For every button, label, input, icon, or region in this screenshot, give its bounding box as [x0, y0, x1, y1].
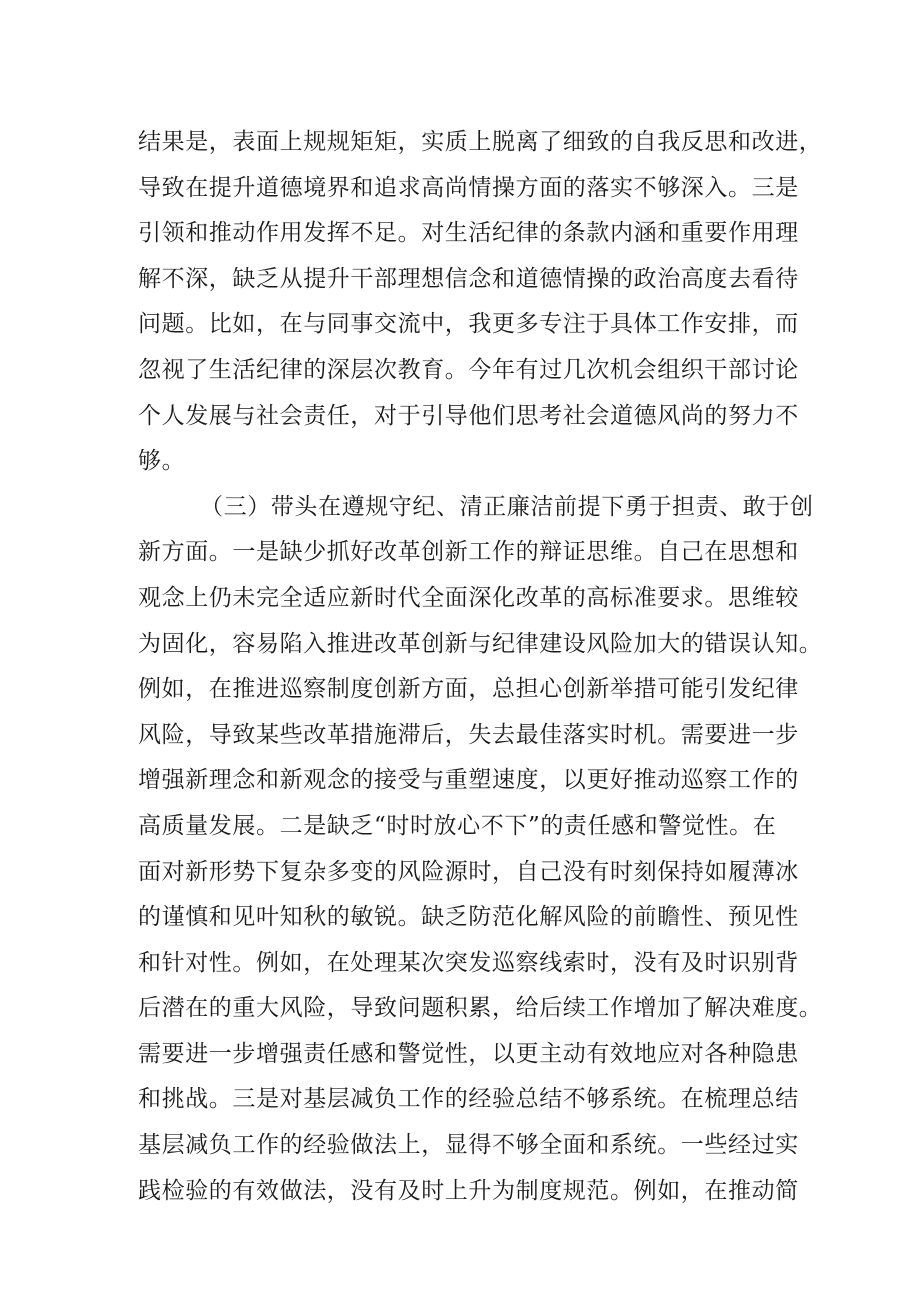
- text-line: 基层减负工作的经验做法上，显得不够全面和系统。一些经过实: [138, 1132, 799, 1159]
- text-line: 需要进一步增强责任感和警觉性，以更主动有效地应对各种隐患: [138, 1040, 799, 1067]
- text-line: 增强新理念和新观念的接受与重塑速度，以更好推动巡察工作的: [138, 767, 799, 794]
- text-line: 忽视了生活纪律的深层次教育。今年有过几次机会组织干部讨论: [138, 356, 799, 383]
- text-line: 的谨慎和见叶知秋的敏锐。缺乏防范化解风险的前瞻性、预见性: [138, 904, 799, 931]
- text-line: 够。: [138, 448, 186, 475]
- text-line: 高质量发展。二是缺乏“时时放心不下”的责任感和警觉性。在: [138, 812, 777, 839]
- text-line: 新方面。一是缺少抓好改革创新工作的辩证思维。自己在思想和: [138, 539, 799, 566]
- text-line: 结果是，表面上规规矩矩，实质上脱离了细致的自我反思和改进，: [138, 129, 823, 155]
- text-line: 和挑战。三是对基层减负工作的经验总结不够系统。在梳理总结: [138, 1086, 799, 1113]
- text-line: 和针对性。例如，在处理某次突发巡察线索时，没有及时识别背: [138, 949, 799, 976]
- text-line: 导致在提升道德境界和追求高尚情操方面的落实不够深入。三是: [138, 174, 799, 201]
- text-line: 后潜在的重大风险，导致问题积累，给后续工作增加了解决难度。: [138, 995, 823, 1022]
- text-line: 引领和推动作用发挥不足。对生活纪律的条款内涵和重要作用理: [138, 220, 799, 247]
- text-line: 个人发展与社会责任，对于引导他们思考社会道德风尚的努力不: [138, 402, 799, 429]
- text-line: 风险，导致某些改革措施滞后，失去最佳落实时机。需要进一步: [138, 721, 799, 748]
- text-line: 观念上仍未完全适应新时代全面深化改革的高标准要求。思维较: [138, 584, 799, 611]
- text-line: 面对新形势下复杂多变的风险源时，自己没有时刻保持如履薄冰: [138, 858, 799, 885]
- text-line: 为固化，容易陷入推进改革创新与纪律建设风险加大的错误认知。: [138, 630, 823, 657]
- text-line: 践检验的有效做法，没有及时上升为制度规范。例如，在推动简: [138, 1177, 799, 1204]
- text-line: 例如，在推进巡察制度创新方面，总担心创新举措可能引发纪律: [138, 676, 799, 703]
- text-line: 问题。比如，在与同事交流中，我更多专注于具体工作安排，而: [138, 311, 799, 338]
- body-text: [138, 120, 823, 1214]
- text-line: 解不深，缺乏从提升干部理想信念和道德情操的政治高度去看待: [138, 265, 799, 292]
- section-heading-line: （三）带头在遵规守纪、清正廉洁前提下勇于担责、敢于创: [200, 493, 814, 520]
